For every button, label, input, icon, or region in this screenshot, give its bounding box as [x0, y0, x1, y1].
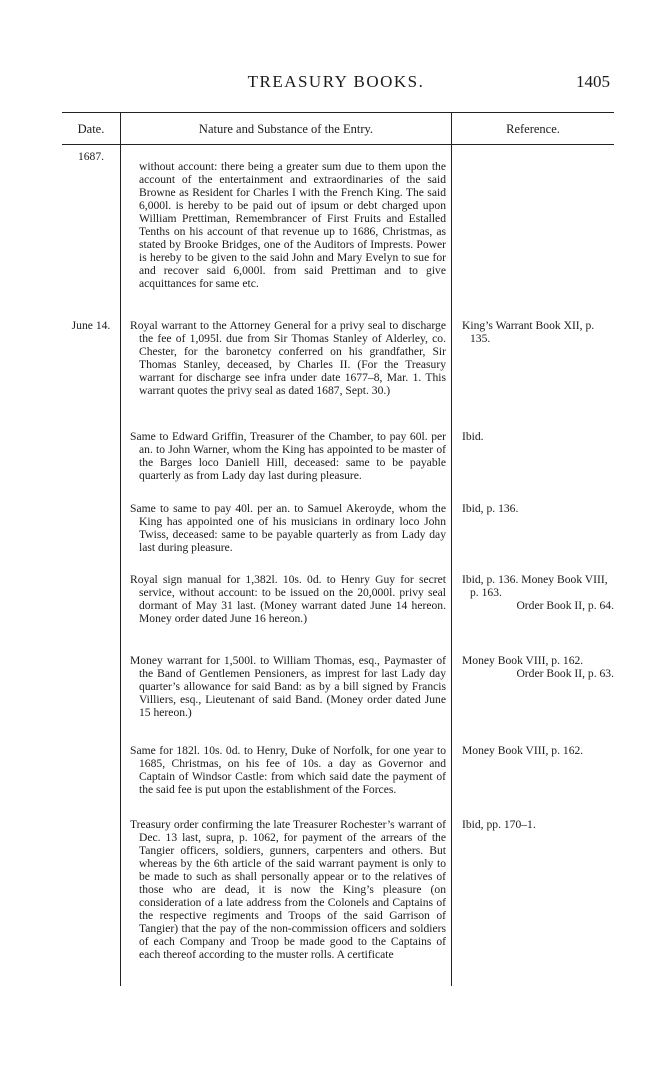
column-divider-date — [120, 112, 121, 986]
entry-reference-line: Money Book VIII, p. 162. — [462, 654, 584, 667]
entry-text: without account: there being a greater sum due to them upon the account of the entertainment and extraordinaries of the said Browne as Resident for Charles I with the French King. The said 6,000l. is hereby to be paid out of ipsum or debt charged upon William Prettiman, Remembrancer of First Fruits and Estalled Tenths on his account of that revenue up to 1686, Christmas, as stated by Brooke Bridges, one of the Auditors of Imprests. Power is hereby to be given to the said John and Mary Evelyn to sue for and recover said 6,000l. from said Prettiman and to give acquittances for same etc. — [139, 160, 446, 290]
entry-text: Money warrant for 1,500l. to William Thomas, esq., Paymaster of the Band of Gentlemen Pensioners, as imprest for last Lady day quarter’s allowance for said Band: as by a bill signed by Francis Villiers, esq., Lieutenant of said Band. (Money order dated June 15 hereon.) — [130, 654, 446, 719]
entry-reference — [462, 573, 614, 612]
entry-reference: Ibid, pp. 170–1. — [462, 818, 536, 831]
page-number: 1405 — [576, 72, 610, 91]
table-top-rule — [62, 112, 614, 113]
entry-reference-line: Order Book II, p. 63. — [516, 667, 614, 680]
column-header-date: Date. — [77, 122, 105, 136]
entry-reference: Ibid. — [462, 430, 484, 443]
column-divider-reference — [451, 112, 452, 986]
entry-reference — [462, 654, 614, 680]
entry-reference: Money Book VIII, p. 162. — [462, 744, 584, 757]
entry-reference: King’s Warrant Book XII, p. 135. — [462, 319, 595, 345]
entry-text: Same to same to pay 40l. per an. to Samuel Akeroyde, whom the King has appointed one of his musicians in ordinary loco John Twiss, deceased: same to be payable quarterly as from Lady day last during pleasure. — [130, 502, 446, 554]
entry-reference: Ibid, p. 136. — [462, 502, 519, 515]
entry-date: June 14. — [71, 319, 111, 332]
entry-date: 1687. — [77, 150, 105, 163]
entry-reference-line: Order Book II, p. 64. — [516, 599, 614, 612]
entry-text: Same to Edward Griffin, Treasurer of the Chamber, to pay 60l. per an. to John Warner, whom the King has appointed to be master of the Barges loco Daniell Hill, deceased: same to be payable quarterly as from Lady day last during pleasure. — [130, 430, 446, 482]
entry-text: Royal warrant to the Attorney General for a privy seal to discharge the fee of 1,095l. due from Sir Thomas Stanley of Alderley, co. Chester, for the baronetcy conferred on his grandfather, Sir Thomas Stanley, deceased, by Charles II. (For the Treasury warrant for discharge see infra under date 1677–8, Mar. 1. This warrant quotes the privy seal as dated 1687, Sept. 30.) — [130, 319, 446, 397]
entry-text: Royal sign manual for 1,382l. 10s. 0d. to Henry Guy for secret service, without account: to be issued on the 20,000l. privy seal dormant of May 31 last. (Money warrant dated June 14 hereon. Money order dated June 16 hereon.) — [130, 573, 446, 625]
running-head — [0, 72, 672, 96]
entry-text: Treasury order confirming the late Treasurer Rochester’s warrant of Dec. 13 last, supra, p. 1062, for payment of the arrears of the Tangier officers, soldiers, gunners, carpenters and others. But whereas by the 6th article of the said warrant payment is only to be made to such as shall personally appear or to the relatives of those who are dead, it is now the King’s pleasure (on consideration of a late address from the Colonels and Captains of the respective regiments and Troops of the said Garrison of Tangier) that the pay of the non-commission officers and soldiers of each Company and Troop be made good to the Captains of each thereof according to the muster rolls. A certificate — [130, 818, 446, 961]
column-header-nature: Nature and Substance of the Entry. — [198, 122, 374, 136]
column-header-reference: Reference. — [506, 122, 560, 136]
entry-reference-line: Ibid, p. 136. Money Book VIII, p. 163. — [462, 573, 608, 599]
page-title: TREASURY BOOKS. — [247, 72, 425, 91]
entry-text: Same for 182l. 10s. 0d. to Henry, Duke of Norfolk, for one year to 1685, Christmas, on his fee of 10s. a day as Governor and Captain of Windsor Castle: from which said date the payment of the said fee is put upon the establishment of the Forces. — [130, 744, 446, 796]
table-header-rule — [62, 144, 614, 145]
